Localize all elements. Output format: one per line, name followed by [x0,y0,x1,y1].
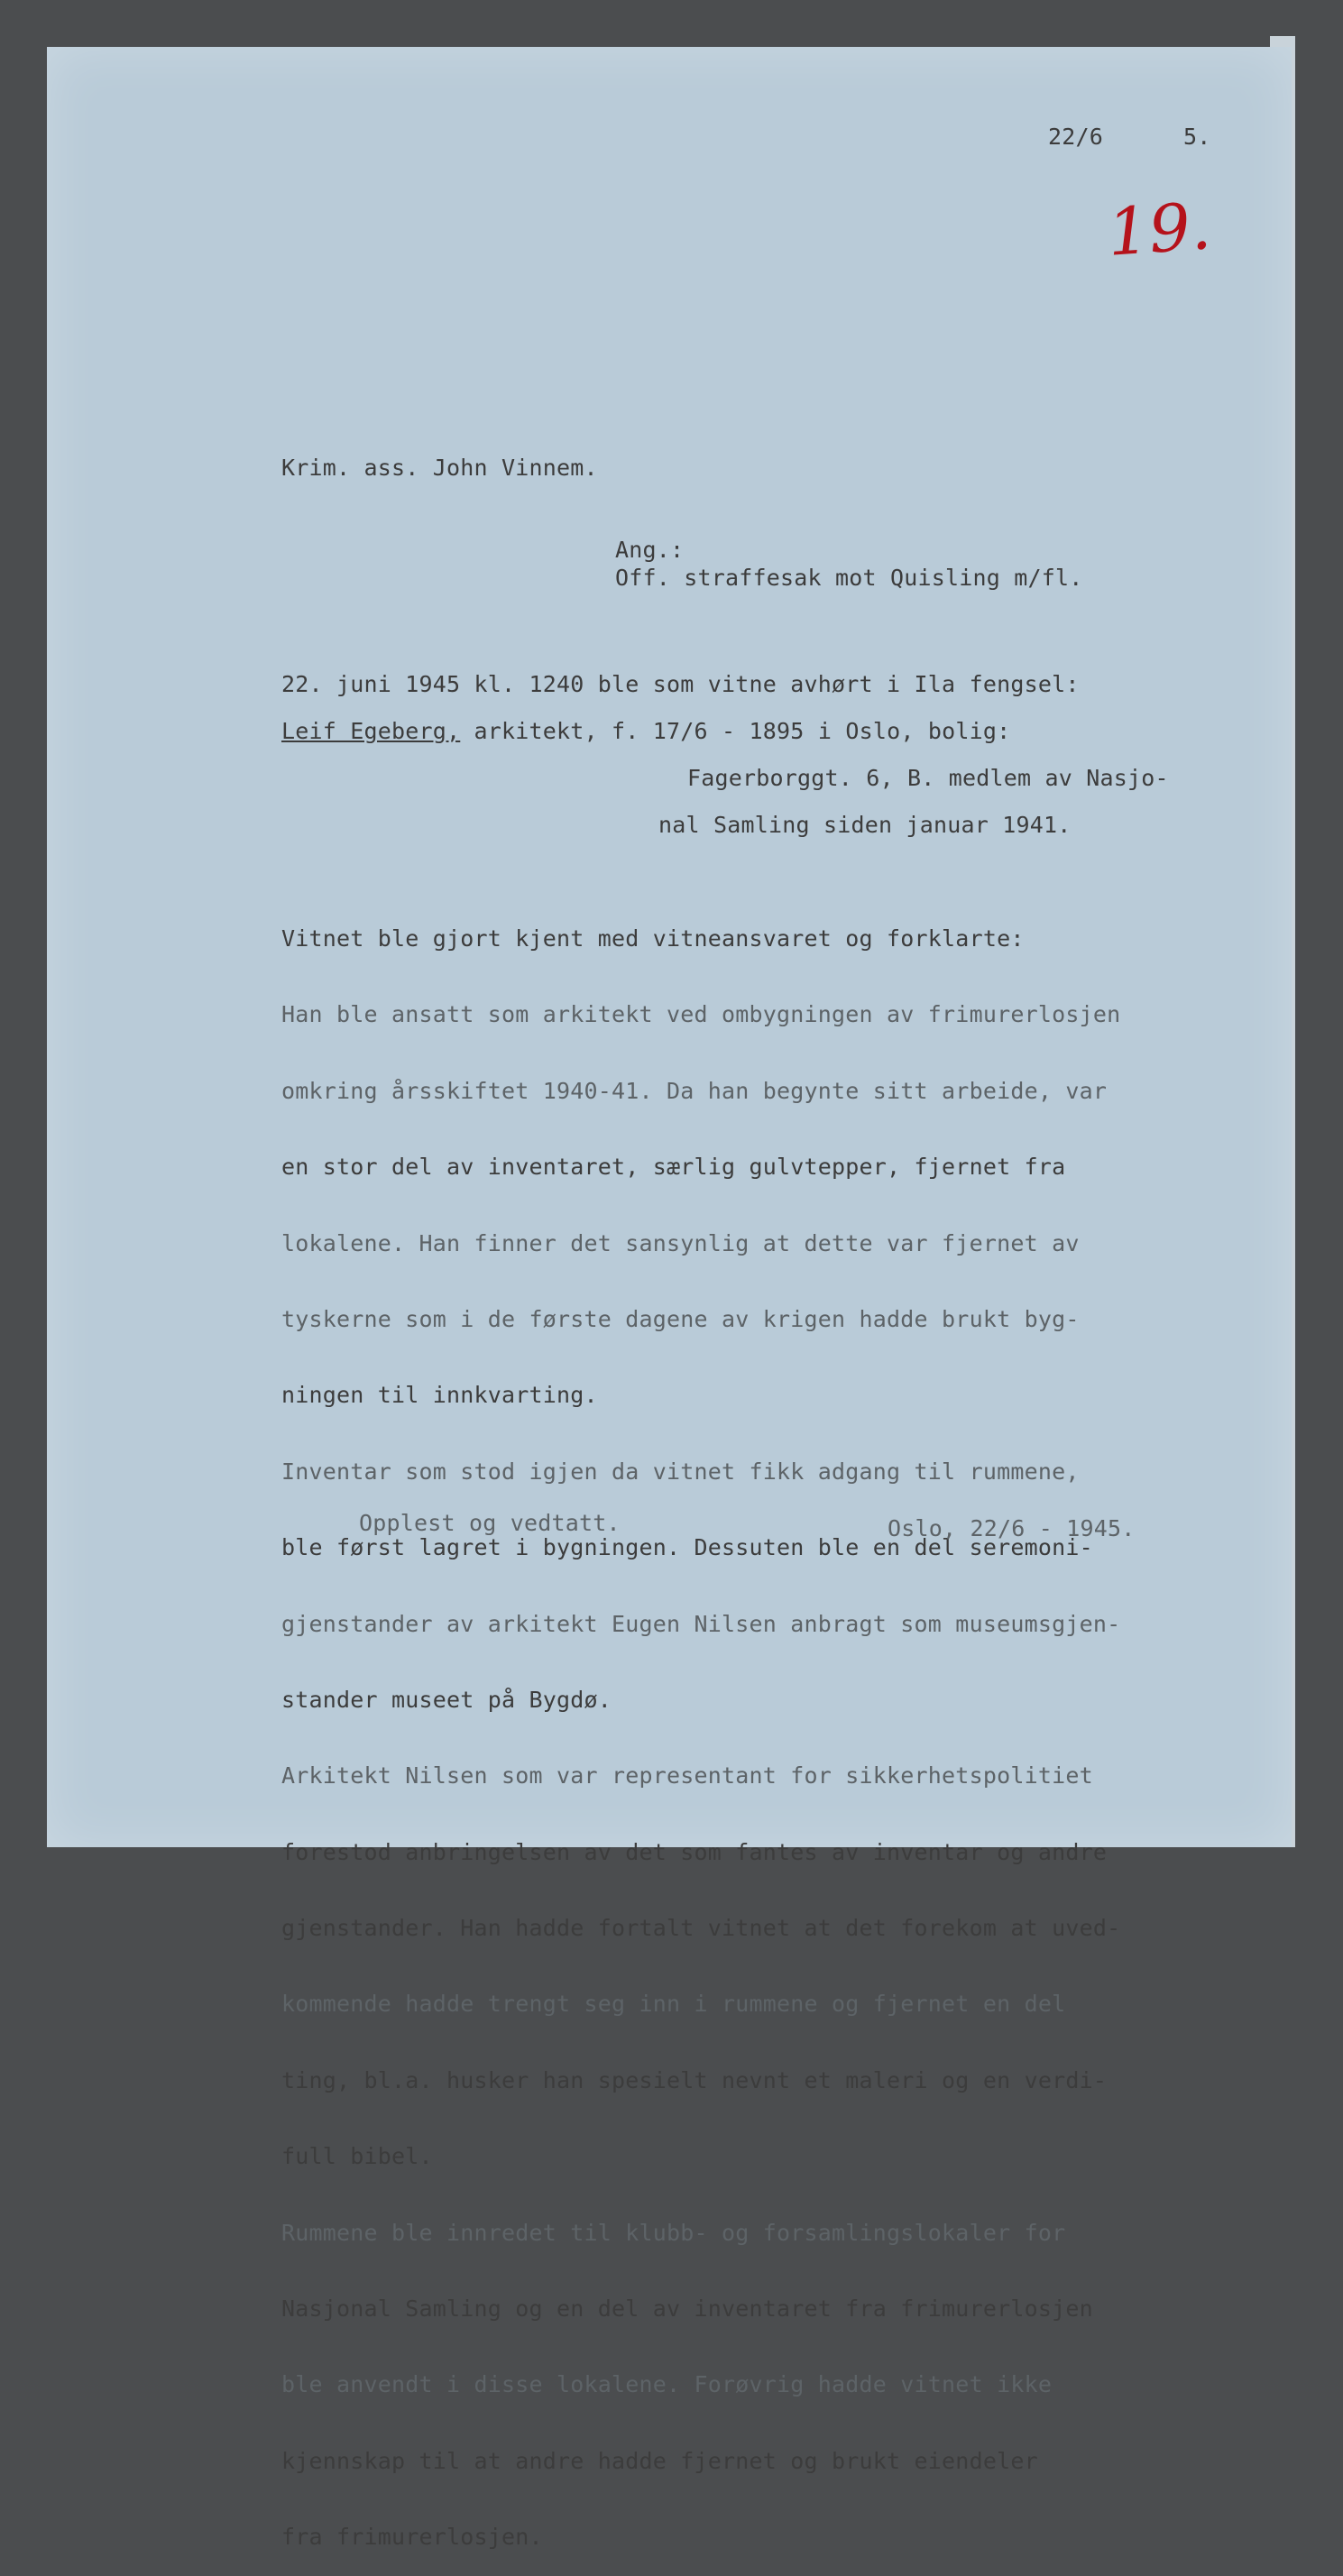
witness-details: arkitekt, f. 17/6 - 1895 i Oslo, bolig: [460,718,1011,744]
body-line: omkring årsskiftet 1940-41. Da han begynte sitt arbeide, var [281,1077,1108,1104]
body-line: lokalene. Han finner det sansynlig at dette var fjernet av [281,1229,1080,1256]
witness-name: Leif Egeberg, [281,718,461,744]
body-line: forestod anbringelsen av det som fantes av inventar og andre [281,1838,1108,1865]
body-line: fra frimurerlosjen. [281,2524,543,2551]
addressee: Krim. ass. John Vinnem. [281,455,598,481]
folio-number: 19. [1105,188,1214,271]
subject-text: Off. straffesak mot Quisling m/fl. [615,565,1083,591]
body-line: ble anvendt i disse lokalene. Forøvrig hadde vitnet ikke [281,2371,1053,2398]
body-line: Inventar som stod igjen da vitnet fikk adgang til rummene, [281,1458,1080,1485]
intro-line-3: Fagerborggt. 6, B. medlem av Nasjo- [687,765,1169,791]
body-line: Nasjonal Samling og en del av inventaret fra frimurerlosjen [281,2295,1093,2323]
body-line: Arkitekt Nilsen som var representant for sikkerhetspolitiet [281,1762,1093,1789]
body-line: en stor del av inventaret, særlig gulvtepper, fjernet fra [281,1154,1066,1181]
intro-line-1: 22. juni 1945 kl. 1240 ble som vitne avhørt i Ila fengsel: [281,671,1080,697]
body-line: stander museet på Bygdø. [281,1686,612,1713]
header-page-number: 5. [1183,124,1211,150]
body-line: ble først lagret i bygningen. Dessuten ble en del seremoni- [281,1534,1093,1561]
statement-body [281,875,1120,2576]
body-line: ningen til innkvarting. [281,1382,598,1409]
intro-line-4: nal Samling siden januar 1941. [658,812,1072,838]
intro-line-2 [281,718,1010,744]
body-line: Han ble ansatt som arkitekt ved ombygningen av frimurerlosjen [281,1001,1121,1028]
header-ref: 22/6 [1048,124,1104,150]
body-line: gjenstander. Han hadde fortalt vitnet at det forekom at uved- [281,1915,1121,1942]
body-line: kjennskap til at andre hadde fjernet og brukt eiendeler [281,2447,1038,2474]
body-line: kommende hadde trengt seg inn i rummene og fjernet en del [281,1991,1066,2018]
closing-read-approved: Opplest og vedtatt. [359,1510,621,1536]
body-line: Rummene ble innredet til klubb- og forsamlingslokaler for [281,2219,1066,2246]
subject-label: Ang.: [615,537,685,563]
body-line: full bibel. [281,2143,433,2170]
body-line: Vitnet ble gjort kjent med vitneansvaret og forklarte: [281,925,1025,952]
body-line: ting, bl.a. husker han spesielt nevnt et maleri og en verdi- [281,2066,1108,2093]
body-line: gjenstander av arkitekt Eugen Nilsen anbragt som museumsgjen- [281,1610,1121,1637]
body-line: tyskerne som i de første dagene av krigen hadde brukt byg- [281,1305,1080,1332]
closing-place-date: Oslo, 22/6 - 1945. [888,1515,1136,1541]
